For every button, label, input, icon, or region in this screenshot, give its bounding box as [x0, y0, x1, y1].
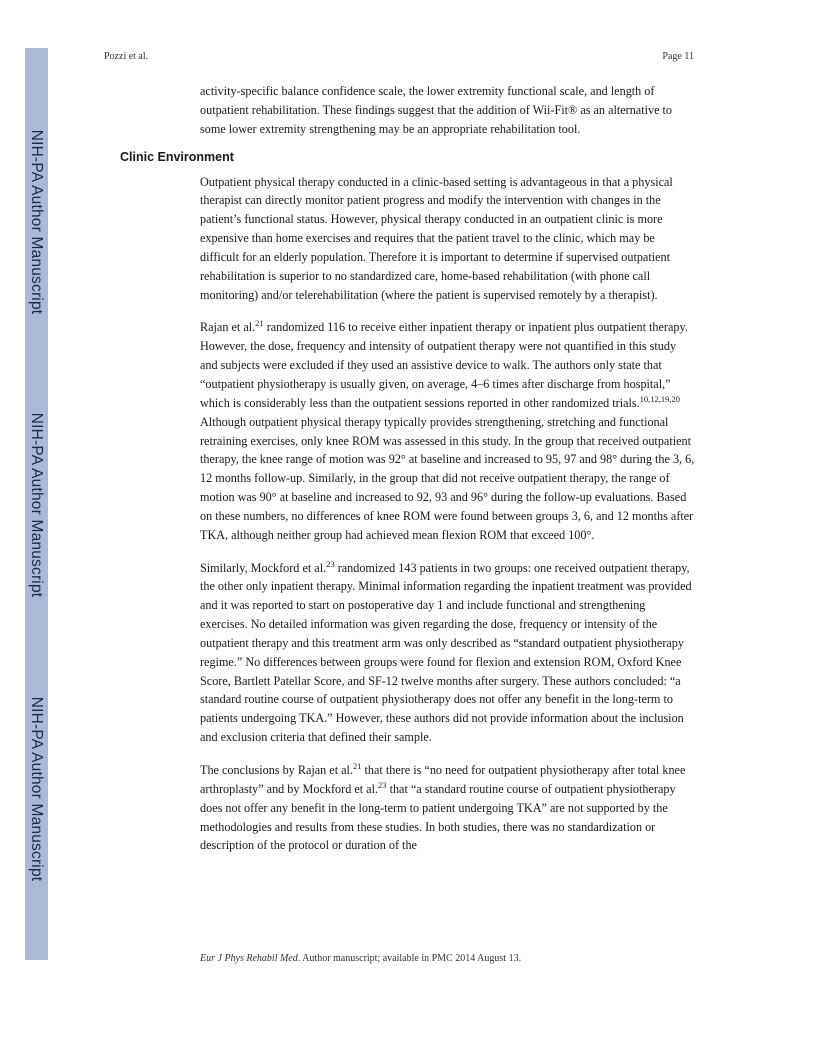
citation-ref: 21	[255, 318, 264, 329]
intro-paragraph: activity-specific balance confidence scale, the lower extremity functional scale, and length of outpatient rehabilitation. These findings suggest that the addition of Wii-Fit® as an alternative to some lower extremity strengthening may be an appropriate rehabilitation tool.	[200, 84, 673, 136]
page-footer	[200, 953, 521, 964]
section-heading: Clinic Environment	[120, 149, 234, 164]
paragraph-conclusions: The conclusions by Rajan et al.$^{21}$ that there is “no need for outpatient physiotherapy after total knee arthroplasty” and by Mockford et al.$^{23}$ that “a standard routine course of outpatient physiotherapy does not offer any benefit in the long-term to patient undergoing TKA” are not supported by the methodologies and results from these studies. In both studies, there was no standardization or description of the protocol or duration of the	[200, 761, 686, 853]
paragraph-mockford: Similarly, Mockford et al.$^{23}$ randomized 143 patients in two groups: one received outpatient therapy, the other only inpatient therapy. Minimal information regarding the inpatient treatment was provided and it was reported to start on postoperative day 1 and include functional and strengthening exercises. No detailed information was given regarding the dose, frequency or intensity of the outpatient therapy and this treatment arm was only described as “standard outpatient physiotherapy regime.” No differences between groups were found for flexion and extension ROM, Oxford Knee Score, Bartlett Patellar Score, and SF-12 twelve months after surgery. These authors concluded: “a standard routine course of outpatient physiotherapy does not offer any benefit in the long-term to patients undergoing TKA.” However, these authors did not provide information about the inclusion and exclusion criteria that defined their sample.	[200, 558, 692, 745]
footer-journal: Eur J Phys Rehabil Med	[200, 953, 298, 964]
citation-ref: 23	[378, 779, 387, 790]
footer-availability: . Author manuscript; available in PMC 2014 August 13.	[297, 953, 522, 964]
article-body	[120, 82, 695, 869]
header-page-number: Page 11	[662, 51, 694, 62]
header-author: Pozzi et al.	[104, 51, 149, 62]
citation-ref: 23	[326, 558, 335, 569]
citation-ref: 21	[352, 761, 362, 771]
citation-ref: 10,12,19,20	[639, 393, 681, 404]
paragraph-clinic-intro: Outpatient physical therapy conducted in a clinic-based setting is advantageous in that a physical therapist can directly monitor patient progress and modify the intervention with changes in the patient’s functional status. However, physical therapy conducted in an outpatient clinic is more expensive than home exercises and requires that the patient travel to the clinic, which may be difficult for an elderly population. Therefore it is important to determine if supervised outpatient rehabilitation is superior to no standardized care, home-based rehabilitation (with phone call monitoring) and/or telerehabilitation (where the patient is supervised remotely by a therapist).	[200, 174, 673, 302]
paragraph-rajan: Rajan et al.$^{21}$ randomized 116 to receive either inpatient therapy or inpatient plus outpatient therapy. However, the dose, frequency and intensity of outpatient therapy were not quantified in this study and subjects were excluded if they used an assistive device to walk. The authors only state that “outpatient physiotherapy is usually given, on average, 4–6 times after discharge from hospital,” which is considerably less than the outpatient sessions reported in other randomized trials.$^{10,12,19,20}$ Although outpatient physical therapy typically provides strengthening, stretching and functional retraining exercises, only knee ROM was assessed in this study. In the group that received outpatient therapy, the knee range of motion was 92° at baseline and increased to 95, 97 and 98° during the 3, 6, 12 months follow-up. Similarly, in the group that did not receive outpatient therapy, the range of motion was 90° at baseline and increased to 92, 93 and 96° during the follow-up evaluations. Based on these numbers, no differences of knee ROM were found between groups 3, 6, and 12 months after TKA, although neither group had achieved mean flexion ROM that exceed 100°.	[200, 318, 695, 542]
